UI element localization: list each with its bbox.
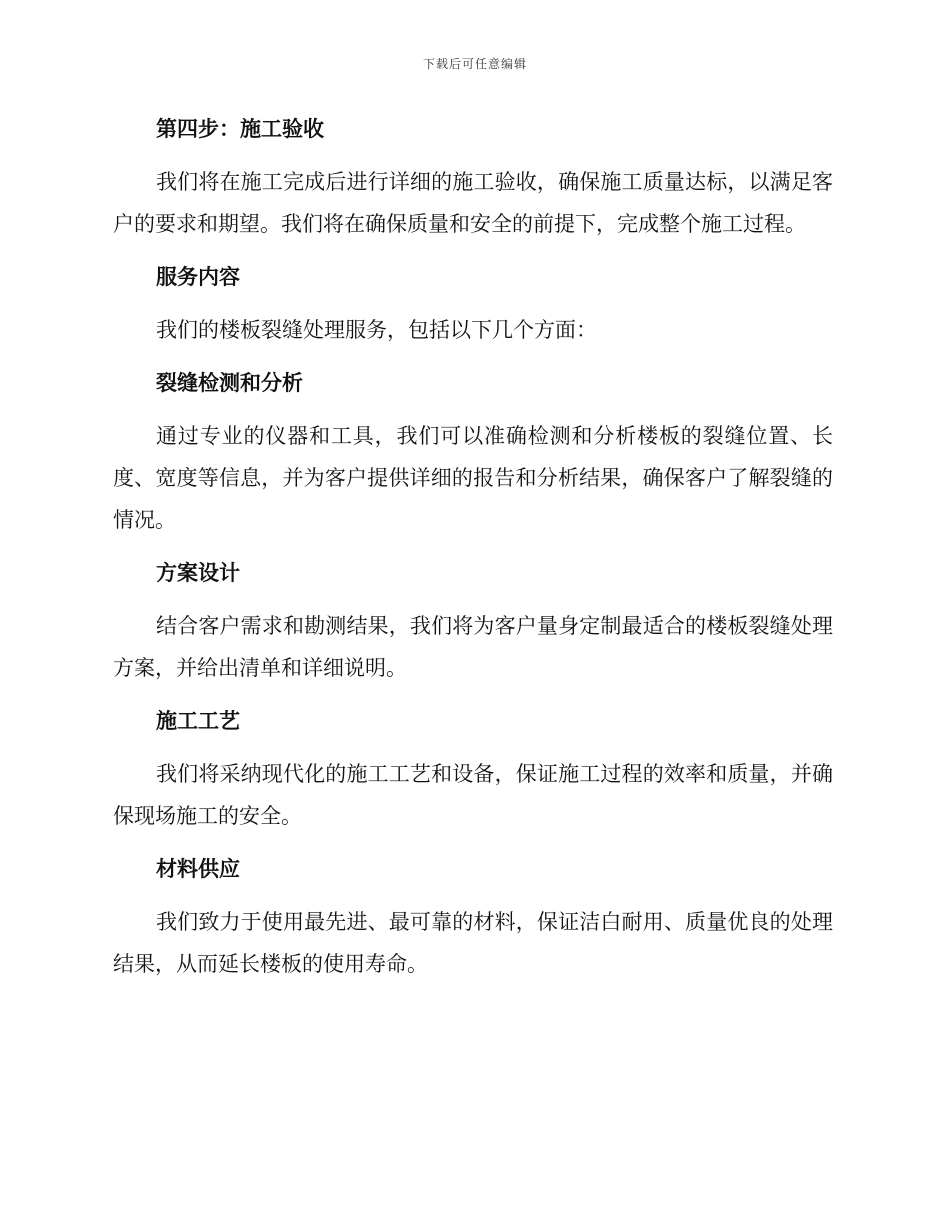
section-heading-plan-design: 方案设计 xyxy=(156,561,240,585)
section-paragraph-material-supply: 我们致力于使用最先进、最可靠的材料，保证洁白耐用、质量优良的处理结果，从而延长楼板的使用寿命。 xyxy=(113,910,833,976)
section-paragraph-plan-design: 结合客户需求和勘测结果，我们将为客户量身定制最适合的楼板裂缝处理方案，并给出清单和详细说明。 xyxy=(113,614,833,680)
section-paragraph-acceptance: 我们将在施工完成后进行详细的施工验收，确保施工质量达标，以满足客户的要求和期望。我们将在确保质量和安全的前提下，完成整个施工过程。 xyxy=(113,170,833,236)
section-heading-material-supply: 材料供应 xyxy=(156,857,240,881)
section-heading-acceptance: 第四步：施工验收 xyxy=(156,117,324,141)
document-body xyxy=(113,108,833,996)
section-heading-construction-process: 施工工艺 xyxy=(156,709,240,733)
page-header: 下载后可任意编辑 xyxy=(422,57,527,71)
section-heading-crack-detection: 裂缝检测和分析 xyxy=(156,371,303,395)
section-paragraph-service-content: 我们的楼板裂缝处理服务，包括以下几个方面： xyxy=(156,318,597,342)
section-paragraph-construction-process: 我们将采纳现代化的施工工艺和设备，保证施工过程的效率和质量，并确保现场施工的安全。 xyxy=(113,762,833,828)
section-heading-service-content: 服务内容 xyxy=(156,265,240,289)
section-paragraph-crack-detection: 通过专业的仪器和工具，我们可以准确检测和分析楼板的裂缝位置、长度、宽度等信息，并为客户提供详细的报告和分析结果，确保客户了解裂缝的情况。 xyxy=(113,424,833,532)
